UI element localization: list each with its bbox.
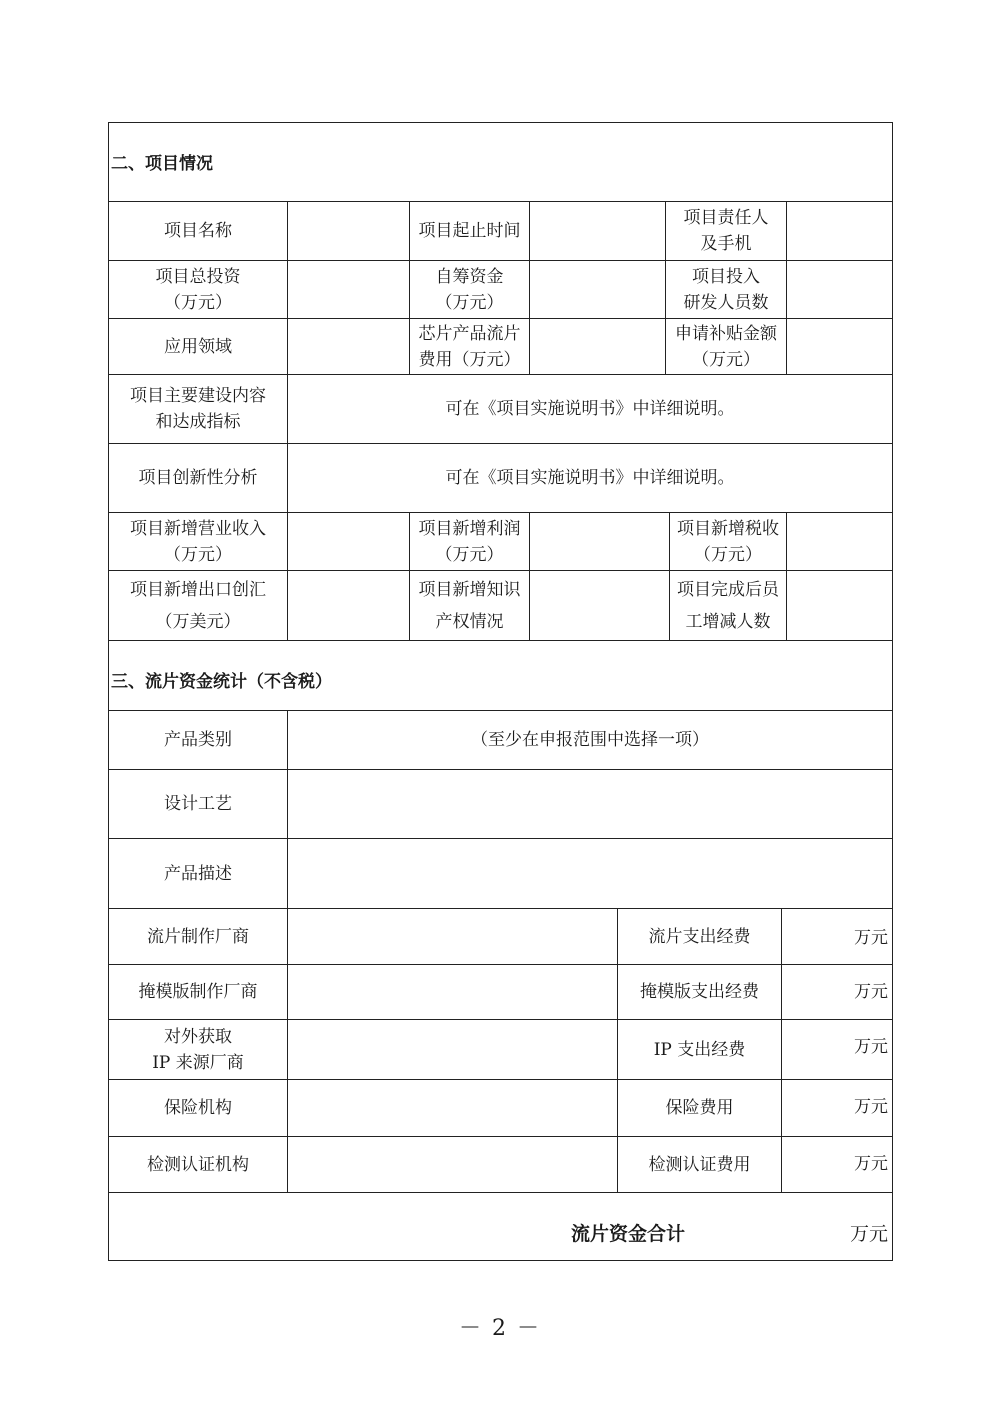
field-value[interactable] (529, 261, 665, 318)
vendor-value[interactable] (287, 909, 617, 964)
expense-label: 保险费用 (617, 1080, 781, 1136)
table-row (109, 375, 892, 444)
field-label: 项目新增利润 （万元） (409, 513, 529, 570)
section2-header-row (109, 123, 892, 202)
cost-row (109, 1137, 892, 1193)
field-value[interactable] (287, 770, 892, 838)
table-row (109, 319, 892, 375)
field-label: 产品描述 (164, 863, 232, 884)
field-label: 项目投入 研发人员数 (665, 261, 786, 318)
section2-title: 二、项目情况 (111, 154, 213, 174)
cost-row (109, 1080, 892, 1137)
field-value[interactable] (529, 571, 669, 640)
vendor-value[interactable] (287, 1020, 617, 1079)
field-value[interactable] (287, 513, 409, 570)
field-label: 项目起止时间 (409, 202, 529, 260)
table-row (109, 261, 892, 319)
field-value[interactable] (287, 202, 409, 260)
project-form (108, 122, 893, 1261)
field-label: 芯片产品流片 费用（万元） (409, 319, 529, 374)
field-value[interactable] (786, 319, 892, 374)
vendor-label: 流片制作厂商 (147, 926, 249, 947)
field-value[interactable] (287, 571, 409, 640)
field-label: 项目新增出口创汇 （万美元） (130, 579, 266, 632)
vendor-label: 保险机构 (164, 1098, 232, 1118)
field-note[interactable]: （至少在申报范围中选择一项） (287, 711, 892, 769)
table-row (109, 711, 892, 770)
table-row (109, 770, 892, 839)
section3-title: 三、流片资金统计（不含税） (111, 672, 332, 692)
unit-label: 万元 (854, 928, 888, 948)
field-value[interactable] (786, 261, 892, 318)
field-label: 设计工艺 (164, 794, 232, 814)
field-label: 项目总投资 （万元） (155, 266, 241, 313)
field-value[interactable] (287, 839, 892, 908)
field-label: 产品类别 (164, 730, 232, 750)
field-value[interactable] (287, 319, 409, 374)
page-number: － 2 － (459, 1316, 541, 1341)
field-label: 项目新增税收 （万元） (669, 513, 786, 570)
expense-label: IP 支出经费 (617, 1020, 781, 1079)
field-label: 项目责任人 及手机 (665, 202, 786, 260)
vendor-label: 掩模版制作厂商 (138, 982, 258, 1002)
field-note: 可在《项目实施说明书》中详细说明。 (287, 444, 892, 512)
unit-label: 万元 (854, 1037, 888, 1057)
cost-row (109, 965, 892, 1020)
field-label: 应用领域 (164, 336, 232, 357)
vendor-label: 对外获取 IP 来源厂商 (152, 1026, 244, 1073)
field-value[interactable] (529, 513, 669, 570)
field-value[interactable] (529, 202, 665, 260)
cost-row (109, 909, 892, 965)
field-value[interactable] (786, 513, 892, 570)
field-value[interactable] (786, 202, 892, 260)
field-value[interactable] (529, 319, 665, 374)
section3-header-row (109, 641, 892, 711)
table-row (109, 571, 892, 641)
expense-label: 检测认证费用 (617, 1137, 781, 1192)
cost-row (109, 1020, 892, 1080)
unit-label: 万元 (854, 982, 888, 1002)
vendor-label: 检测认证机构 (147, 1154, 249, 1175)
unit-label: 万元 (854, 1154, 888, 1174)
expense-label: 流片支出经费 (617, 909, 781, 964)
field-label: 项目新增知识 产权情况 (409, 571, 529, 640)
field-label: 项目名称 (164, 221, 232, 241)
total-label: 流片资金合计 (571, 1223, 686, 1245)
field-label: 项目创新性分析 (138, 468, 258, 488)
field-value[interactable] (287, 261, 409, 318)
field-label: 项目完成后员 工增减人数 (669, 571, 786, 640)
table-row (109, 513, 892, 571)
field-label: 申请补贴金额 （万元） (665, 319, 786, 374)
field-label: 自筹资金 （万元） (409, 261, 529, 318)
unit-label: 万元 (854, 1097, 888, 1117)
total-row (109, 1193, 892, 1260)
table-row (109, 202, 892, 261)
table-row (109, 839, 892, 909)
expense-value[interactable] (781, 1137, 892, 1192)
expense-value[interactable] (781, 965, 892, 1019)
vendor-value[interactable] (287, 1137, 617, 1192)
vendor-value[interactable] (287, 965, 617, 1019)
field-label: 项目新增营业收入 （万元） (130, 518, 266, 565)
field-note: 可在《项目实施说明书》中详细说明。 (287, 375, 892, 443)
expense-value[interactable] (781, 909, 892, 964)
table-row (109, 444, 892, 513)
expense-label: 掩模版支出经费 (617, 965, 781, 1019)
vendor-value[interactable] (287, 1080, 617, 1136)
total-unit[interactable]: 万元 (849, 1223, 888, 1245)
expense-value[interactable] (781, 1080, 892, 1136)
field-value[interactable] (786, 571, 892, 640)
expense-value[interactable] (781, 1020, 892, 1079)
field-label: 项目主要建设内容 和达成指标 (130, 386, 266, 432)
